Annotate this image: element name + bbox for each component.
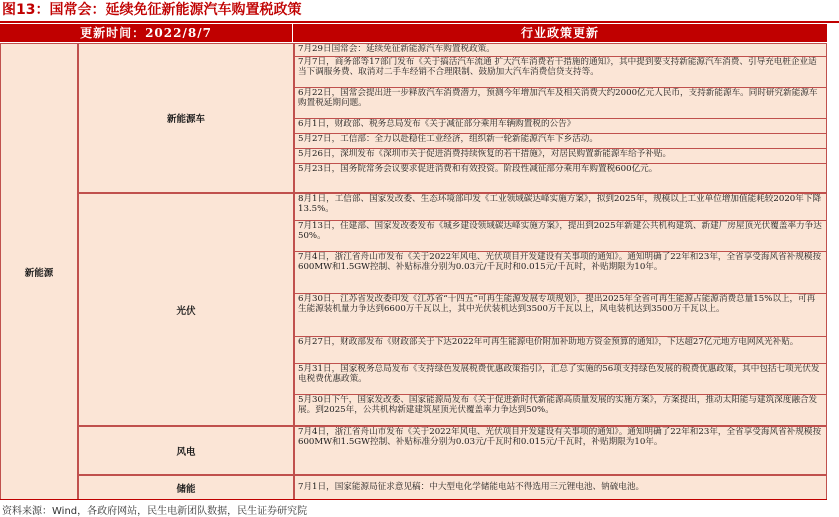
main-category-label: 新能源: [24, 267, 54, 279]
footer-divider: [0, 499, 827, 500]
policy-item: 7月7日，商务部等17部门发布《关于搞活汽车流通 扩大汽车消费若干措施的通知》，其中提到要支持新能源汽车消费、引导充电桩企业适当下调服务费、取消对二手车经销不合理限制、鼓励加大汽车消费信贷支持等。: [295, 57, 826, 88]
policy-item: 7月4日，浙江省舟山市发布《关于2022年风电、光伏项目开发建设有关事项的通知》。通知明确了22年和23年，全省享受海风省补规模按600MW和1.5GW控制、补贴标准分别为0.03元/千瓦时和0.015元/千瓦时，补贴期限为10年。: [295, 252, 826, 294]
policy-item: 5月23日，国务院常务会议要求促进消费和有效投资。阶段性减征部分乘用车购置税600亿元。: [298, 164, 658, 174]
policy-update-header: 行业政策更新: [293, 24, 827, 42]
policy-item: 8月1日，工信部、国家发改委、生态环境部印发《工业领域碳达峰实施方案》，拟到2025年，规模以上工业单位增加值能耗较2020年下降13.5%。: [295, 194, 826, 221]
update-time-header: 更新时间：2022/8/7: [0, 24, 292, 42]
subcategory-label: 风电: [176, 446, 196, 458]
source-note: 资料来源：Wind，各政府网站，民生电新团队数据，民生证券研究院: [2, 506, 308, 517]
title-divider: [0, 21, 839, 23]
content-block-nev: [294, 43, 827, 193]
policy-table: [0, 24, 827, 500]
subcategory-label: 储能: [176, 483, 196, 495]
figure-title: 图13：国常会：延续免征新能源汽车购置税政策: [2, 2, 302, 18]
policy-item: 6月1日，财政部、税务总局发布《关于减征部分乘用车辆购置税的公告》: [295, 119, 826, 134]
subcategory-label: 新能源车: [166, 114, 205, 125]
subcategory-cell-storage: [78, 475, 294, 500]
policy-item: 5月31日，国家税务总局发布《支持绿色发展税费优惠政策指引》，汇总了实施的56项支持绿色发展的税费优惠政策，其中包括七项光伏发电税费优惠政策。: [295, 364, 826, 395]
policy-item: 7月4日，浙江省舟山市发布《关于2022年风电、光伏项目开发建设有关事项的通知》。通知明确了22年和23年，全省享受海风省补规模按600MW和1.5GW控制、补贴标准分别为0.03元/千瓦时和0.015元/千瓦时，补贴期限为10年。: [298, 427, 822, 448]
content-block-wind: [294, 426, 827, 475]
content-block-pv: [294, 193, 827, 426]
subcategory-cell-wind: [78, 426, 294, 475]
policy-item: 7月29日国常会：延续免征新能源汽车购置税政策。: [295, 44, 826, 57]
content-block-storage: [294, 475, 827, 500]
policy-item: 6月30日，江苏省发改委印发《江苏省“十四五”可再生能源发展专项规划》，提出2025年全省可再生能源占能源消费总量15%以上，可再生能源装机量力争达到6600万千瓦以上，其中光伏装机达到3500万千瓦以上，风电装机达到3500万千瓦以上。: [295, 294, 826, 337]
subcategory-cell-pv: [78, 193, 294, 426]
subcategory-cell-nev: [78, 43, 294, 193]
policy-item: 5月26日，深圳发布《深圳市关于促进消费持续恢复的若干措施》，对居民购置新能源车给予补贴。: [295, 149, 826, 164]
policy-item: 7月13日，住建部、国家发改委发布《城乡建设领域碳达峰实施方案》，提出到2025年新建公共机构建筑、新建厂房屋顶光伏覆盖率力争达50%。: [295, 221, 826, 252]
policy-item: 5月27日，工信部：全力以赴稳住工业经济，组织新一轮新能源汽车下乡活动。: [295, 134, 826, 149]
subcategory-label: 光伏: [176, 305, 196, 317]
main-category-cell: [0, 43, 78, 500]
policy-item: 6月27日，财政部发布《财政部关于下达2022年可再生能源电价附加补助地方资金预算的通知》，下达超27亿元地方电网风光补贴。: [295, 337, 826, 364]
policy-item: 7月1日，国家能源局征求意见稿：中大型电化学储能电站不得选用三元锂电池、钠硫电池。: [298, 482, 645, 492]
policy-item: 6月22日，国常会提出进一步释放汽车消费潜力，预测今年增加汽车及相关消费大约2000亿元人民币，支持新能源车。同时研究新能源车购置税延期问题。: [295, 88, 826, 119]
policy-item: 5月30日下午，国家发改委、国家能源局发布《关于促进新时代新能源高质量发展的实施方案》，方案提出，推动太阳能与建筑深度融合发展。到2025年，公共机构新建建筑屋顶光伏覆盖率力争达到50%。: [298, 395, 818, 416]
